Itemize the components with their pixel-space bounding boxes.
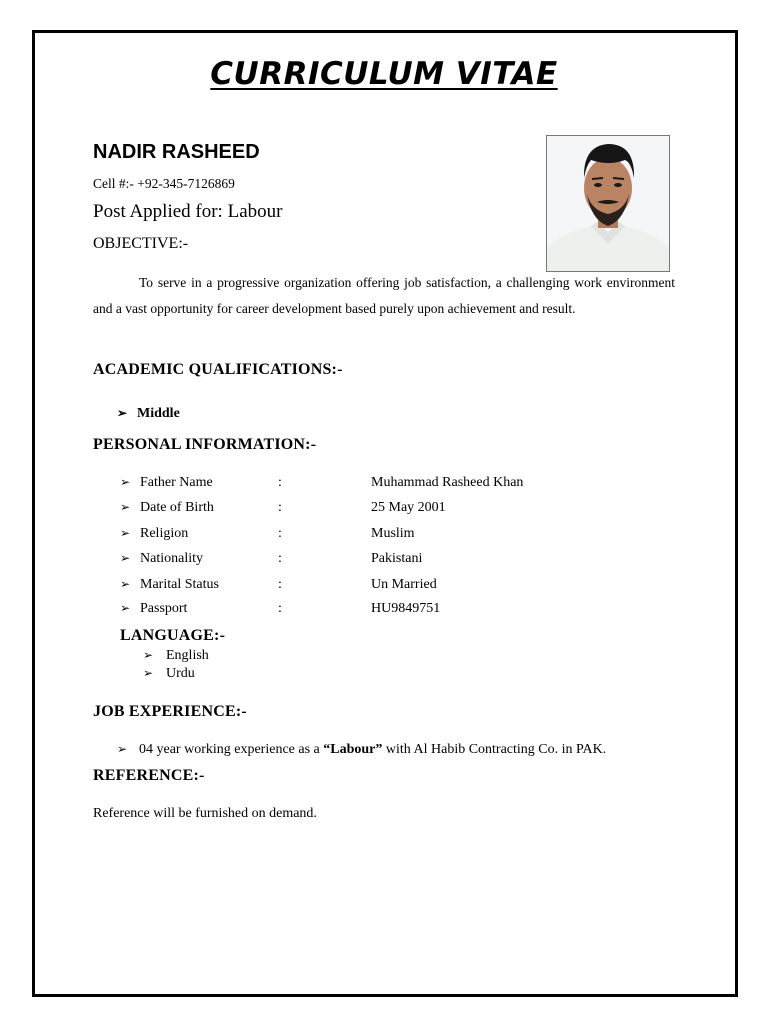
info-colon: : [278,601,282,616]
language-label: Urdu [166,666,195,681]
info-value: Muhammad Rasheed Khan [371,475,524,490]
info-label: Date of Birth [140,500,214,515]
info-label: Religion [140,526,189,541]
info-label: Father Name [140,475,213,490]
info-colon: : [278,526,282,541]
info-value: 25 May 2001 [371,500,446,515]
experience-prefix: 04 year working experience as a [139,742,324,757]
arrow-bullet-icon: ➢ [117,406,128,420]
info-colon: : [278,551,282,566]
info-value: Un Married [371,577,437,592]
candidate-name: NADIR RASHEED [93,141,260,163]
arrow-bullet-icon: ➢ [120,475,131,489]
info-value: Pakistani [371,551,423,566]
info-value: HU9849751 [371,601,441,616]
experience-heading: JOB EXPERIENCE:- [93,703,247,720]
experience-item [117,742,606,758]
info-row-date-of-birth [120,500,680,520]
arrow-bullet-icon: ➢ [117,742,128,756]
academic-heading: ACADEMIC QUALIFICATIONS:- [93,361,343,378]
objective-text: To serve in a progressive organization offering job satisfaction, a challenging work environment and a vast opportunity for career development based purely upon achievement and result. [93,275,675,316]
page-title: CURRICULUM VITAE [210,56,558,92]
info-colon: : [278,577,282,592]
arrow-bullet-icon: ➢ [120,500,131,514]
info-row-marital-status [120,577,680,597]
experience-suffix: with Al Habib Contracting Co. in PAK. [382,742,607,757]
post-applied: Post Applied for: Labour [93,201,283,222]
info-row-nationality [120,551,680,571]
info-row-father-name [120,475,680,495]
arrow-bullet-icon: ➢ [120,601,131,615]
info-row-religion [120,526,680,546]
arrow-bullet-icon: ➢ [143,666,154,680]
academic-item [117,406,180,422]
language-label: English [166,648,209,663]
info-colon: : [278,475,282,490]
arrow-bullet-icon: ➢ [120,551,131,565]
info-label: Nationality [140,551,203,566]
portrait-image [547,136,669,271]
cell-number: Cell #:- +92-345-7126869 [93,176,235,191]
experience-role: “Labour” [323,742,383,757]
info-colon: : [278,500,282,515]
language-item [143,648,209,664]
academic-item-label: Middle [137,406,180,421]
info-label: Marital Status [140,577,219,592]
info-label: Passport [140,601,188,616]
info-row-passport [120,601,680,621]
language-heading: LANGUAGE:- [120,627,226,644]
reference-text: Reference will be furnished on demand. [93,806,317,821]
objective-heading: OBJECTIVE:- [93,235,189,252]
arrow-bullet-icon: ➢ [120,577,131,591]
arrow-bullet-icon: ➢ [120,526,131,540]
language-item [143,666,195,682]
candidate-photo [546,135,670,272]
personal-heading: PERSONAL INFORMATION:- [93,436,317,453]
reference-heading: REFERENCE:- [93,767,205,784]
arrow-bullet-icon: ➢ [143,648,154,662]
info-value: Muslim [371,526,415,541]
